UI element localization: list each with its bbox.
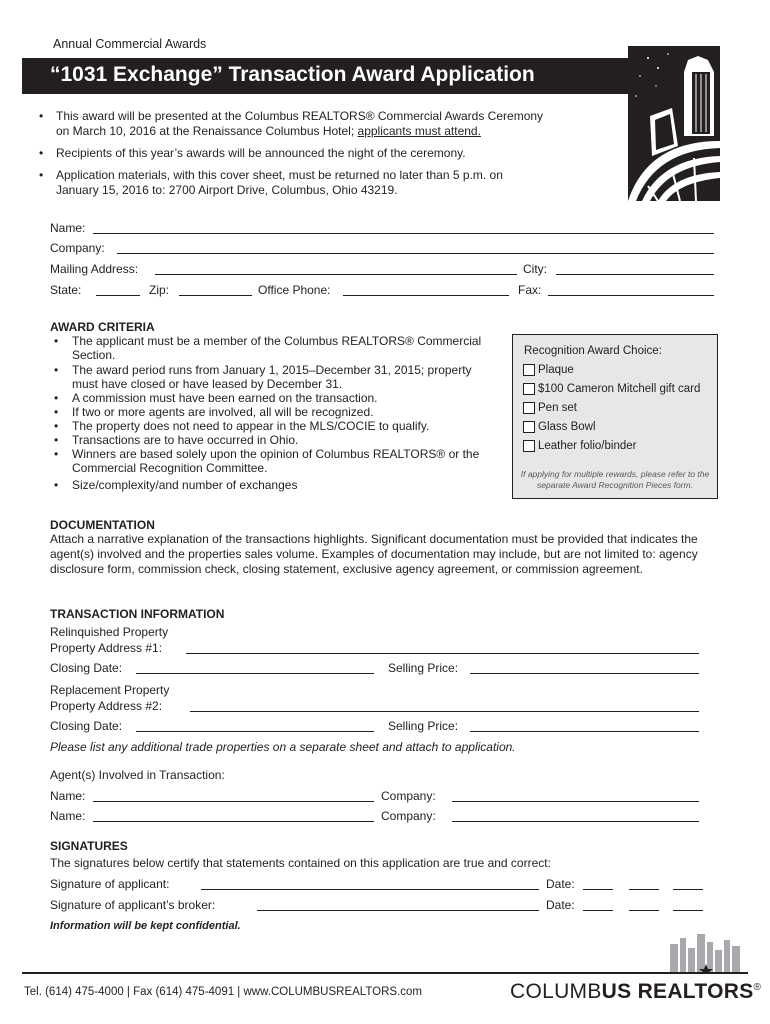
footer-contact: Tel. (614) 475-4000 | Fax (614) 475-4091 | www.COLUMBUSREALTORS.com bbox=[24, 986, 422, 998]
columbus-skyline-illustration bbox=[628, 46, 720, 201]
plaque-label: Plaque bbox=[538, 364, 574, 376]
applicant-date-year[interactable] bbox=[673, 889, 703, 890]
applicant-date-label: Date: bbox=[546, 877, 575, 891]
title-bar bbox=[22, 58, 628, 94]
criteria-item: • The award period runs from January 1, 2015–December 31, 2015; property must have closed or have leased by December 31. bbox=[54, 363, 472, 392]
fax-label: Fax: bbox=[518, 283, 542, 297]
intro-bullet-1-line-b: on March 10, 2016 at the Renaissance Columbus Hotel; bbox=[56, 124, 358, 138]
city-field[interactable] bbox=[556, 274, 714, 275]
intro-bullet-2: • Recipients of this year’s awards will be announced the night of the ceremony. bbox=[39, 146, 466, 160]
agents-heading: Agent(s) Involved in Transaction: bbox=[50, 768, 225, 782]
glass-bowl-label: Glass Bowl bbox=[538, 421, 596, 433]
selling-price-1-label: Selling Price: bbox=[388, 661, 459, 675]
applicant-date-day[interactable] bbox=[629, 889, 659, 890]
gift-card-checkbox[interactable] bbox=[523, 383, 535, 395]
criteria-item: • If two or more agents are involved, all will be recognized. bbox=[54, 405, 374, 419]
closing-date-1-label: Closing Date: bbox=[50, 661, 123, 675]
company-label: Company: bbox=[50, 241, 105, 255]
criteria-item: • Size/complexity/and number of exchanges bbox=[54, 478, 298, 492]
documentation-heading: DOCUMENTATION bbox=[50, 518, 155, 532]
plaque-checkbox[interactable] bbox=[523, 364, 535, 376]
intro-bullet-1-line-a: This award will be presented at the Columbus REALTORS® Commercial Awards Ceremony bbox=[56, 109, 544, 123]
city-label: City: bbox=[523, 262, 547, 276]
applicants-must-attend: applicants must attend. bbox=[357, 124, 481, 138]
closing-date-2-label: Closing Date: bbox=[50, 719, 123, 733]
property-address-1-field[interactable] bbox=[186, 653, 699, 654]
page-title: “1031 Exchange” Transaction Award Application bbox=[50, 63, 535, 86]
office-phone-label: Office Phone: bbox=[258, 283, 331, 297]
office-phone-field[interactable] bbox=[343, 295, 509, 296]
recognition-award-title: Recognition Award Choice: bbox=[524, 345, 662, 357]
gift-card-label: $100 Cameron Mitchell gift card bbox=[538, 383, 701, 395]
broker-date-year[interactable] bbox=[673, 910, 703, 911]
criteria-item: • Winners are based solely upon the opinion of Columbus REALTORS® or the Commercial Recognition Committee. bbox=[54, 447, 480, 476]
applicant-date-month[interactable] bbox=[583, 889, 613, 890]
applicant-signature-label: Signature of applicant: bbox=[50, 877, 170, 891]
zip-label: Zip: bbox=[149, 283, 170, 297]
mailing-address-field[interactable] bbox=[155, 274, 517, 275]
documentation-body: Attach a narrative explanation of the transactions highlights. Significant documentation must be provided that indicates the agent(s) involved and the properties sales volume. Examples of documentation may include, but are not limited to: agency disclosure form, commission check, closing statement, exclusive agency agreement, or commission agreement. bbox=[50, 532, 698, 576]
agent-1-company-field[interactable] bbox=[452, 801, 699, 802]
signatures-intro: The signatures below certify that statements contained on this application are true and correct: bbox=[50, 856, 551, 870]
zip-field[interactable] bbox=[179, 295, 252, 296]
skyline-logo-icon bbox=[668, 930, 748, 972]
agent-2-name-label: Name: bbox=[50, 809, 86, 823]
agent-1-name-label: Name: bbox=[50, 789, 86, 803]
replacement-heading: Replacement Property bbox=[50, 683, 170, 697]
intro-bullet-3: • Application materials, with this cover sheet, must be returned no later than 5 p.m. on January 15, 2016 to: 2700 Airport Drive, Columbus, Ohio 43219. bbox=[39, 168, 503, 197]
signatures-heading: SIGNATURES bbox=[50, 839, 128, 853]
agent-2-company-field[interactable] bbox=[452, 821, 699, 822]
criteria-item: • A commission must have been earned on the transaction. bbox=[54, 391, 378, 405]
leather-folio-label: Leather folio/binder bbox=[538, 440, 637, 452]
criteria-item: • The applicant must be a member of the Columbus REALTORS® Commercial Section. bbox=[54, 334, 482, 363]
closing-date-1-field[interactable] bbox=[136, 673, 374, 674]
confidential-note: Information will be kept confidential. bbox=[50, 920, 241, 932]
selling-price-2-label: Selling Price: bbox=[388, 719, 459, 733]
property-address-2-field[interactable] bbox=[190, 711, 699, 712]
transaction-heading: TRANSACTION INFORMATION bbox=[50, 607, 225, 621]
agent-1-name-field[interactable] bbox=[93, 801, 374, 802]
broker-signature-label: Signature of applicant’s broker: bbox=[50, 898, 216, 912]
applicant-signature-field[interactable] bbox=[201, 889, 539, 890]
footer-divider bbox=[22, 972, 748, 974]
pen-set-label: Pen set bbox=[538, 402, 577, 414]
fax-field[interactable] bbox=[548, 295, 714, 296]
closing-date-2-field[interactable] bbox=[136, 731, 374, 732]
relinquished-heading: Relinquished Property bbox=[50, 625, 169, 639]
mailing-address-label: Mailing Address: bbox=[50, 262, 139, 276]
agent-1-company-label: Company: bbox=[381, 789, 436, 803]
state-field[interactable] bbox=[96, 295, 140, 296]
award-criteria-heading: AWARD CRITERIA bbox=[50, 320, 155, 334]
property-address-1-label: Property Address #1: bbox=[50, 641, 163, 655]
selling-price-1-field[interactable] bbox=[470, 673, 699, 674]
name-field[interactable] bbox=[93, 233, 714, 234]
recognition-note: If applying for multiple rewards, please refer to the separate Award Recognition Pieces form. bbox=[520, 469, 710, 490]
pen-set-checkbox[interactable] bbox=[523, 402, 535, 414]
columbus-realtors-logo: COLUMBUS REALTORS® bbox=[510, 980, 762, 1003]
intro-bullet-1: • This award will be presented at the Columbus REALTORS® Commercial Awards Ceremony on March 10, 2016 at the Renaissance Columbus Hotel; applicants must attend. bbox=[39, 109, 544, 138]
selling-price-2-field[interactable] bbox=[470, 731, 699, 732]
supertitle: Annual Commercial Awards bbox=[53, 37, 207, 51]
glass-bowl-checkbox[interactable] bbox=[523, 421, 535, 433]
name-label: Name: bbox=[50, 221, 86, 235]
company-field[interactable] bbox=[117, 253, 714, 254]
broker-date-month[interactable] bbox=[583, 910, 613, 911]
broker-date-label: Date: bbox=[546, 898, 575, 912]
additional-properties-note: Please list any additional trade properties on a separate sheet and attach to application. bbox=[50, 740, 516, 754]
broker-date-day[interactable] bbox=[629, 910, 659, 911]
agent-2-name-field[interactable] bbox=[93, 821, 374, 822]
agent-2-company-label: Company: bbox=[381, 809, 436, 823]
criteria-item: • The property does not need to appear in the MLS/COCIE to qualify. bbox=[54, 419, 430, 433]
state-label: State: bbox=[50, 283, 82, 297]
criteria-item: • Transactions are to have occurred in Ohio. bbox=[54, 433, 299, 447]
broker-signature-field[interactable] bbox=[257, 910, 539, 911]
leather-folio-checkbox[interactable] bbox=[523, 440, 535, 452]
property-address-2-label: Property Address #2: bbox=[50, 699, 163, 713]
